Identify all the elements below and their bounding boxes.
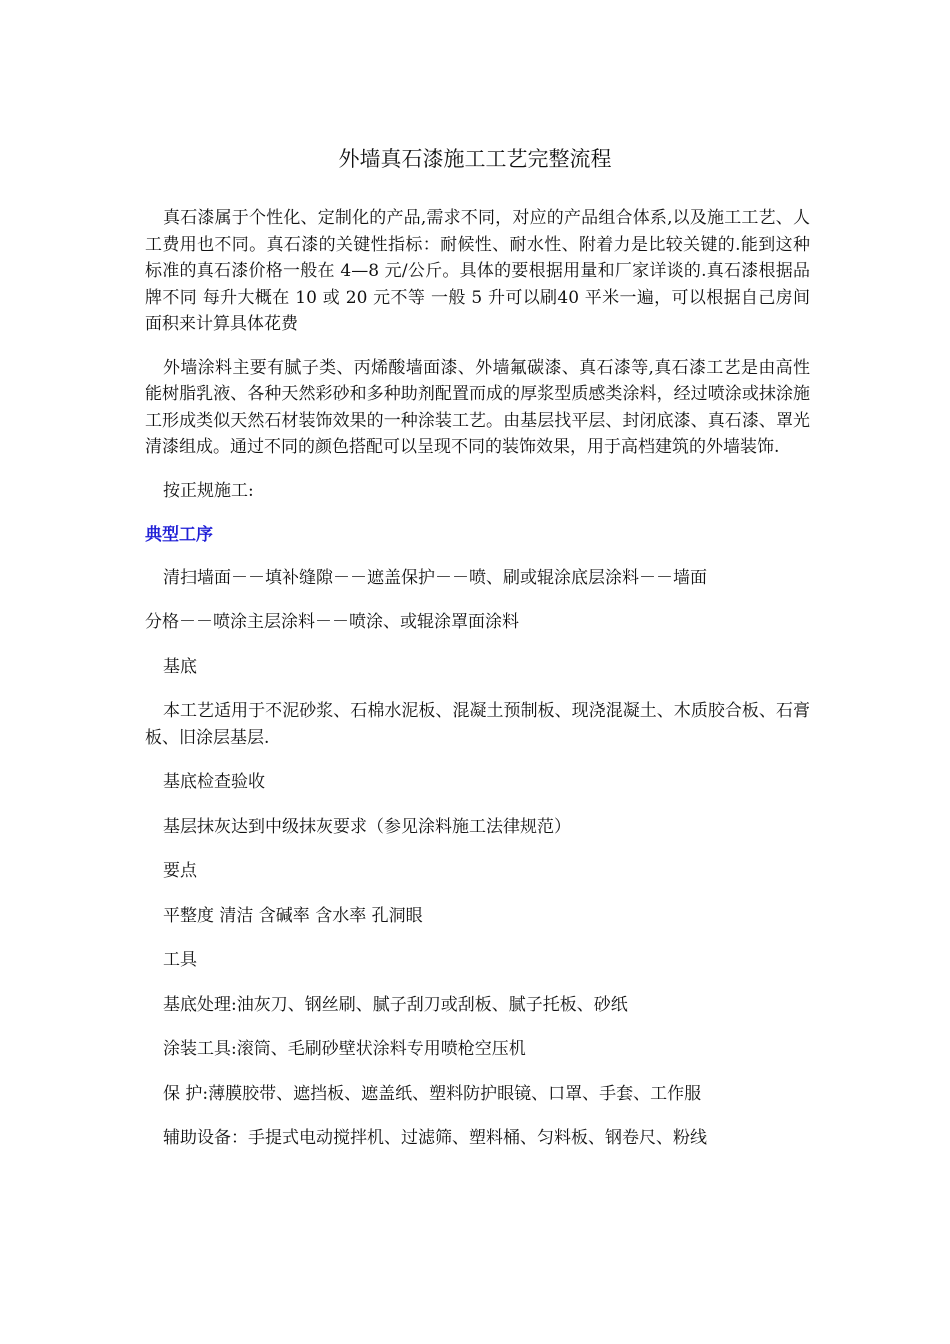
substrate-heading: 基底 bbox=[163, 656, 197, 677]
tools-substrate-text: 基底处理:油灰刀、钢丝刷、腻子刮刀或刮板、腻子托板、砂纸 bbox=[163, 994, 628, 1015]
process-line-2: 分格－－喷涂主层涂料－－喷涂、或辊涂罩面涂料 bbox=[145, 612, 519, 632]
key-points-text: 平整度 清洁 含碱率 含水率 孔洞眼 bbox=[163, 905, 423, 926]
typical-process-heading: 典型工序 bbox=[145, 525, 213, 545]
coating-types-paragraph: 外墙涂料主要有腻子类、丙烯酸墙面漆、外墙氟碳漆、真石漆等,真石漆工艺是由高性能树脂乳液、各种天然彩砂和多种助剂配置而成的厚浆型质感类涂料，经过喷涂或抹涂施工形成类似天然石材装饰效果的一种涂装工艺。由基层找平层、封闭底漆、真石漆、罩光清漆组成。通过不同的颜色搭配可以呈现不同的装饰效果，用于高档建筑的外墙装饰. bbox=[145, 357, 810, 457]
process-line-1: 清扫墙面－－填补缝隙－－遮盖保护－－喷、刷或辊涂底层涂料－－墙面 bbox=[163, 567, 707, 588]
key-points-heading: 要点 bbox=[163, 861, 197, 881]
document-title: 外墙真石漆施工工艺完整流程 bbox=[338, 147, 612, 171]
tools-auxiliary-text: 辅助设备：手提式电动搅拌机、过滤筛、塑料桶、匀料板、钢卷尺、粉线 bbox=[163, 1128, 707, 1148]
inspection-heading: 基底检查验收 bbox=[163, 772, 265, 792]
tools-heading: 工具 bbox=[163, 950, 197, 970]
substrate-text: 本工艺适用于不泥砂浆、石棉水泥板、混凝土预制板、现浇混凝土、木质胶合板、石膏板、旧涂层基层. bbox=[145, 701, 810, 748]
intro-paragraph: 真石漆属于个性化、定制化的产品,需求不同，对应的产品组合体系,以及施工工艺、人工费用也不同。真石漆的关键性指标：耐候性、耐水性、附着力是比较关键的.能到这种标准的真石漆价格一般在 4—8 元/公斤。具体的要根据用量和厂家详谈的.真石漆根据品牌不同 每升大概在 10 或 20 元不等 一般 5 升可以刷40 平米一遍，可以根据自己房间面积来计算具体花费 bbox=[145, 208, 810, 334]
tools-coating-text: 涂装工具:滚筒、毛刷砂壁状涂料专用喷枪空压机 bbox=[163, 1039, 526, 1059]
inspection-text: 基层抹灰达到中级抹灰要求（参见涂料施工法律规范） bbox=[163, 816, 571, 837]
tools-protection-text: 保 护:薄膜胶带、遮挡板、遮盖纸、塑料防护眼镜、口罩、手套、工作服 bbox=[163, 1083, 702, 1104]
standard-construction-label: 按正规施工: bbox=[163, 480, 254, 501]
document-body bbox=[145, 205, 810, 1152]
